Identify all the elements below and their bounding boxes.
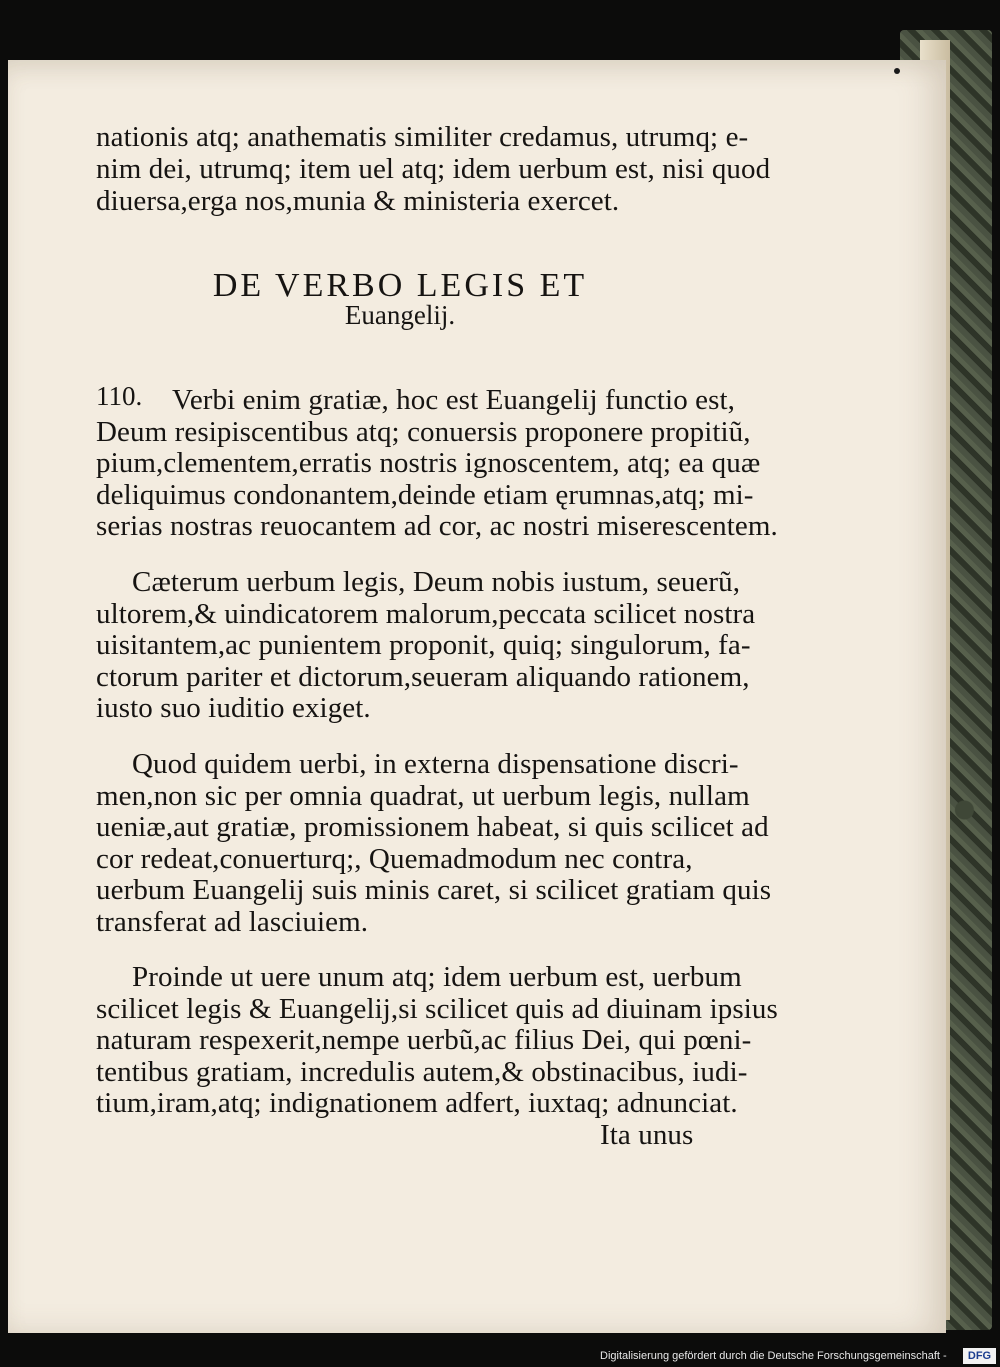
dfg-logo: DFG bbox=[963, 1348, 996, 1364]
section-subheading: Euangelij. bbox=[344, 300, 456, 330]
paragraph-line: Deum resipiscentibus atq; conuersis proponere propitiũ, bbox=[96, 416, 751, 448]
paragraph-line: Cæterum uerbum legis, Deum nobis iustum, seuerũ, bbox=[132, 566, 741, 598]
paragraph-line: uerbum Euangelij suis minis caret, si scilicet gratiam quis bbox=[96, 874, 772, 906]
paragraph-line: tium,iram,atq; indignationem adfert, iuxtaq; adnunciat. bbox=[96, 1087, 738, 1119]
paragraph-line: Quod quidem uerbi, in externa dispensatione discri- bbox=[132, 748, 739, 780]
section-heading: DE VERBO LEGIS ET bbox=[212, 267, 588, 304]
text-line: nim dei, utrumq; item uel atq; idem uerbum est, nisi quod bbox=[96, 153, 771, 185]
paragraph-line: naturam respexerit,nempe uerbũ,ac filius Dei, qui pœni- bbox=[96, 1024, 752, 1056]
paragraph-line: iusto suo iuditio exiget. bbox=[96, 692, 371, 724]
paragraph-line: cor redeat,conuerturq;, Quemadmodum nec contra, bbox=[96, 843, 693, 875]
text-line: diuersa,erga nos,munia & ministeria exercet. bbox=[96, 185, 620, 217]
paragraph-line: uisitantem,ac punientem proponit, quiq; singulorum, fa- bbox=[96, 629, 751, 661]
paragraph-line: deliquimus condonantem,deinde etiam ęrumnas,atq; mi- bbox=[96, 479, 754, 511]
paragraph-line: ueniæ,aut gratiæ, promissionem habeat, si quis scilicet ad bbox=[96, 811, 769, 843]
paragraph-line: tentibus gratiam, incredulis autem,& obstinacibus, iudi- bbox=[96, 1056, 748, 1088]
paragraph-line: Verbi enim gratiæ, hoc est Euangelij functio est, bbox=[172, 384, 736, 416]
digitization-credit: Digitalisierung gefördert durch die Deutsche Forschungsgemeinschaft - bbox=[600, 1350, 947, 1362]
text-line: nationis atq; anathematis similiter credamus, utrumq; e- bbox=[96, 121, 749, 153]
catchword: Ita unus bbox=[600, 1119, 694, 1151]
paragraph-line: scilicet legis & Euangelij,si scilicet quis ad diuinam ipsius bbox=[96, 993, 778, 1025]
paragraph-line: ctorum pariter et dictorum,seueram aliquando rationem, bbox=[96, 661, 750, 693]
ink-spot bbox=[894, 68, 900, 74]
margin-number: 110. bbox=[96, 381, 143, 411]
paragraph-line: pium,clementem,erratis nostris ignoscentem, atq; ea quæ bbox=[96, 447, 761, 479]
paragraph-line: transferat ad lasciuiem. bbox=[96, 906, 369, 938]
paragraph-line: Proinde ut uere unum atq; idem uerbum est, uerbum bbox=[132, 961, 742, 993]
paragraph-line: men,non sic per omnia quadrat, ut uerbum legis, nullam bbox=[96, 780, 750, 812]
paragraph-line: ultorem,& uindicatorem malorum,peccata scilicet nostra bbox=[96, 598, 756, 630]
paragraph-line: serias nostras reuocantem ad cor, ac nostri miserescentem. bbox=[96, 510, 778, 542]
